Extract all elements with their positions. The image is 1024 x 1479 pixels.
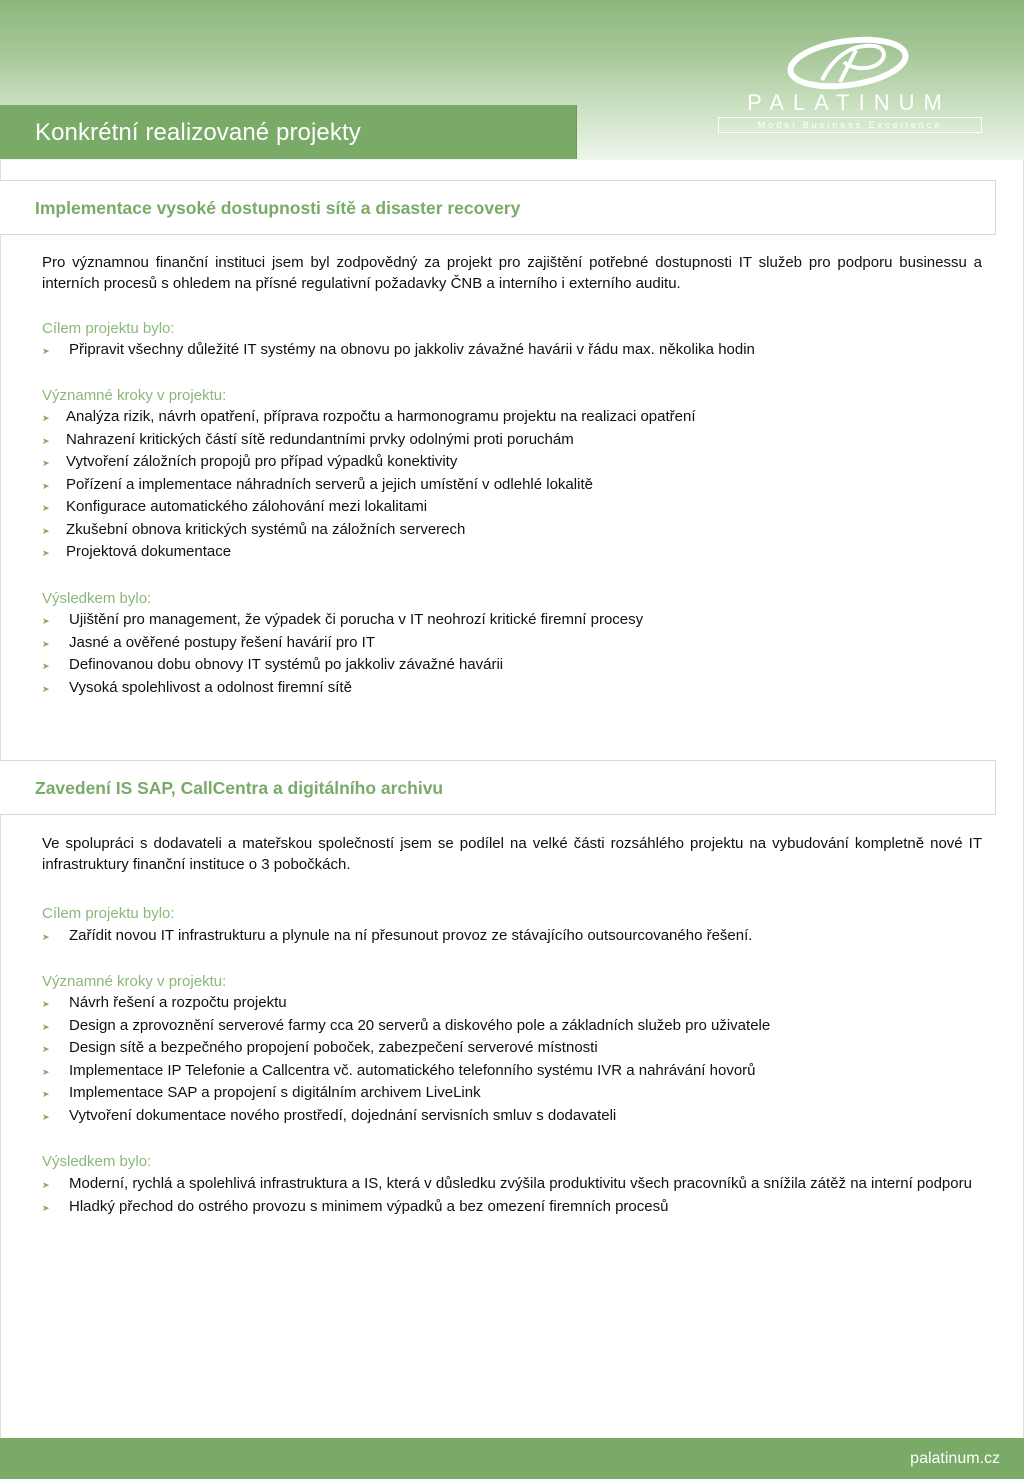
- list-item: ➤ Návrh řešení a rozpočtu projektu: [42, 992, 982, 1015]
- list-item: ➤ Ujištění pro management, že výpadek či porucha v IT neohrozí kritické firemní procesy: [42, 609, 982, 632]
- section-2-goal-list: [42, 925, 982, 948]
- list-item: ➤ Vysoká spolehlivost a odolnost firemní sítě: [42, 677, 982, 700]
- section-1-goal-list: [42, 339, 982, 362]
- arrow-bullet-icon: ➤: [42, 1180, 50, 1190]
- footer-bar: [0, 1438, 1024, 1479]
- list-item: ➤ Implementace SAP a propojení s digitálním archivem LiveLink: [42, 1082, 982, 1105]
- arrow-bullet-icon: ➤: [42, 548, 50, 558]
- section-1-steps-label: Významné kroky v projektu:: [42, 387, 227, 404]
- section-1-result-label: Výsledkem bylo:: [42, 590, 152, 607]
- arrow-bullet-icon: ➤: [42, 616, 50, 626]
- list-item: ➤ Definovanou dobu obnovy IT systémů po jakkoliv závažné havárii: [42, 654, 982, 677]
- page-title: Konkrétní realizované projekty: [35, 119, 361, 146]
- section-1-results-list: [42, 609, 982, 699]
- palatinum-logo: [712, 36, 984, 136]
- list-item: ➤ Pořízení a implementace náhradních serverů a jejich umístění v odlehlé lokalitě: [42, 474, 982, 497]
- list-item: ➤ Hladký přechod do ostrého provozu s minimem výpadků a bez omezení firemních procesů: [42, 1196, 982, 1219]
- section-1-intro: Pro významnou finanční instituci jsem byl zodpovědný za projekt pro zajištění potřebné dostupnosti IT služeb pro podporu businessu a interních procesů s ohledem na přísné regulativní požadavky ČNB a interního i externího auditu.: [42, 254, 982, 292]
- section-2-goal-label: Cílem projektu bylo:: [42, 905, 175, 922]
- list-item: ➤ Jasné a ověřené postupy řešení havárií pro IT: [42, 632, 982, 655]
- footer-website-link[interactable]: palatinum.cz: [910, 1450, 1000, 1467]
- list-item: ➤ Design sítě a bezpečného propojení poboček, zabezpečení serverové místnosti: [42, 1037, 982, 1060]
- palatinum-swoosh-icon: [782, 36, 914, 92]
- section-heading-box-2: [0, 760, 996, 815]
- section-2-intro: Ve spolupráci s dodavateli a mateřskou společností jsem se podílel na velké části rozsáhlého projektu na vybudování kompletně nové IT infrastruktury finanční instituce o 3 pobočkách.: [42, 835, 982, 873]
- arrow-bullet-icon: ➤: [42, 503, 50, 513]
- section-2-results-list: [42, 1173, 982, 1218]
- list-item: ➤ Připravit všechny důležité IT systémy na obnovu po jakkoliv závažné havárii v řádu max. několika hodin: [42, 339, 982, 362]
- page-title-bar: [0, 105, 577, 159]
- section-1-goal-label: Cílem projektu bylo:: [42, 320, 175, 337]
- arrow-bullet-icon: ➤: [42, 1111, 50, 1122]
- arrow-bullet-icon: ➤: [42, 458, 50, 468]
- arrow-bullet-icon: ➤: [42, 1089, 50, 1099]
- list-item: ➤ Konfigurace automatického zálohování mezi lokalitami: [42, 496, 982, 519]
- list-item: ➤ Moderní, rychlá a spolehlivá infrastruktura a IS, která v důsledku zvýšila produktivitu všech pracovníků a snížila zátěž na interní podporu: [42, 1173, 982, 1196]
- arrow-bullet-icon: ➤: [42, 1044, 50, 1054]
- section-heading-1: Implementace vysoké dostupnosti sítě a disaster recovery: [35, 198, 521, 218]
- section-heading-2: Zavedení IS SAP, CallCentra a digitálního archivu: [35, 778, 444, 798]
- arrow-bullet-icon: ➤: [42, 683, 50, 694]
- section-2-result-label: Výsledkem bylo:: [42, 1153, 152, 1170]
- list-item: ➤ Design a zprovoznění serverové farmy cca 20 serverů a diskového pole a základních služeb pro uživatele: [42, 1015, 982, 1038]
- arrow-bullet-icon: ➤: [42, 999, 50, 1009]
- list-item: ➤ Vytvoření dokumentace nového prostředí, dojednání servisních smluv s dodavateli: [42, 1105, 982, 1128]
- list-item: ➤ Vytvoření záložních propojů pro případ výpadků konektivity: [42, 451, 982, 474]
- arrow-bullet-icon: ➤: [42, 480, 50, 491]
- arrow-bullet-icon: ➤: [42, 346, 50, 356]
- list-item: ➤ Zkušební obnova kritických systémů na záložních serverech: [42, 519, 982, 542]
- list-item: ➤ Implementace IP Telefonie a Callcentra vč. automatického telefonního systému IVR a nahrávání hovorů: [42, 1060, 982, 1083]
- arrow-bullet-icon: ➤: [42, 932, 50, 942]
- arrow-bullet-icon: ➤: [42, 638, 50, 649]
- arrow-bullet-icon: ➤: [42, 413, 50, 423]
- section-2-steps-label: Významné kroky v projektu:: [42, 973, 227, 990]
- arrow-bullet-icon: ➤: [42, 1066, 50, 1077]
- list-item: ➤ Zařídit novou IT infrastrukturu a plynule na ní přesunout provoz ze stávajícího outsourcovaného řešení.: [42, 925, 982, 948]
- list-item: ➤ Analýza rizik, návrh opatření, příprava rozpočtu a harmonogramu projektu na realizaci opatření: [42, 406, 982, 429]
- arrow-bullet-icon: ➤: [42, 435, 50, 446]
- logo-tagline: Model Business Excellence: [718, 117, 982, 133]
- arrow-bullet-icon: ➤: [42, 1021, 50, 1032]
- section-1-steps-list: [42, 406, 982, 564]
- logo-wordmark: PALATINUM: [747, 90, 951, 115]
- list-item: ➤ Nahrazení kritických částí sítě redundantními prvky odolnými proti poruchám: [42, 429, 982, 452]
- arrow-bullet-icon: ➤: [42, 1202, 50, 1213]
- arrow-bullet-icon: ➤: [42, 661, 50, 671]
- section-heading-box-1: [0, 180, 996, 235]
- section-2-steps-list: [42, 992, 982, 1127]
- arrow-bullet-icon: ➤: [42, 525, 50, 536]
- list-item: ➤ Projektová dokumentace: [42, 541, 982, 564]
